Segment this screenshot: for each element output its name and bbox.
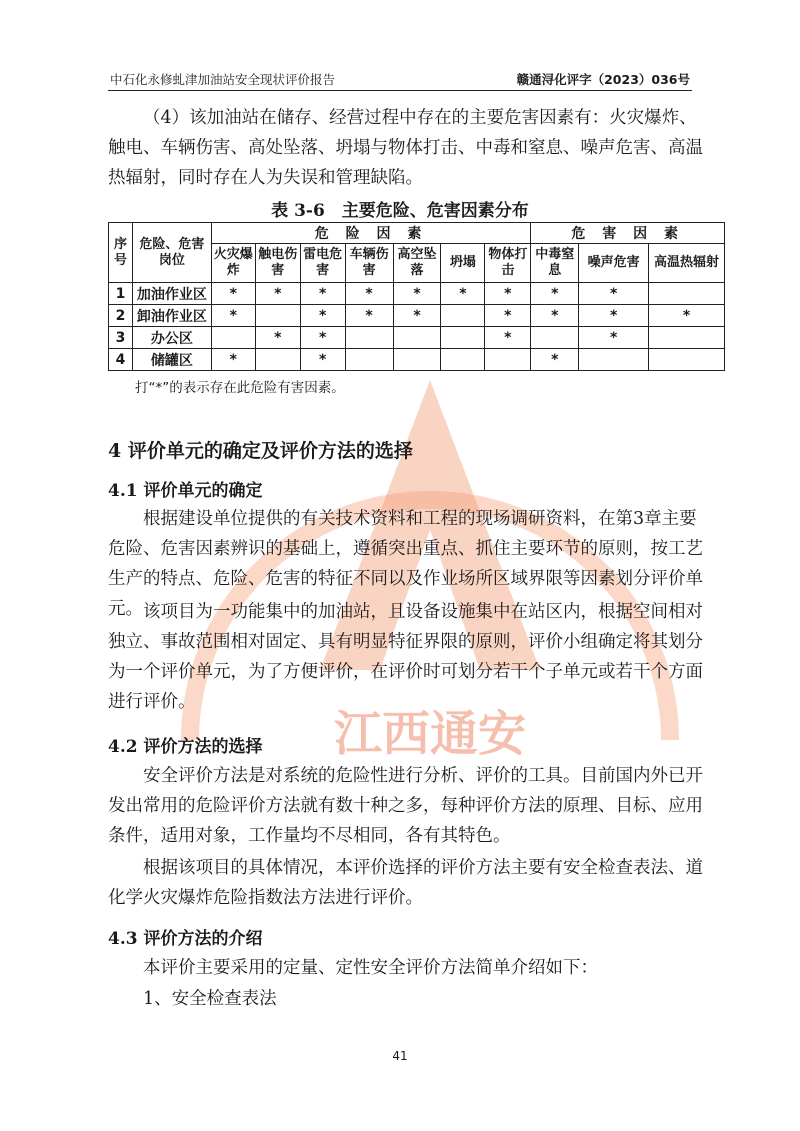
mark-cell: * bbox=[211, 283, 255, 305]
table-row bbox=[109, 349, 725, 371]
page-header bbox=[108, 66, 692, 88]
mark-cell: * bbox=[579, 327, 649, 349]
mark-cell bbox=[649, 349, 725, 371]
mark-cell bbox=[345, 327, 393, 349]
mark-cell: * bbox=[393, 283, 441, 305]
row-post: 卸油作业区 bbox=[132, 305, 211, 327]
mark-cell: * bbox=[485, 305, 531, 327]
section-4-2-paragraph-2: 根据该项目的具体情况，本评价选择的评价方法主要有安全检查表法、道化学火灾爆炸危险指数法方法进行评价。 bbox=[108, 858, 703, 908]
col-header-factor: 高空坠落 bbox=[393, 244, 441, 283]
mark-cell: * bbox=[211, 305, 255, 327]
mark-cell bbox=[211, 327, 255, 349]
section-4-1-heading: 4.1 评价单元的确定 bbox=[108, 481, 263, 501]
col-header-factor: 触电伤害 bbox=[255, 244, 300, 283]
section-4-2-heading: 4.2 评价方法的选择 bbox=[108, 737, 263, 757]
intro-paragraph: （4）该加油站在储存、经营过程中存在的主要危害因素有：火灾爆炸、触电、车辆伤害、高处坠落、坍塌与物体打击、中毒和窒息、噪声危害、高温热辐射，同时存在人为失误和管理缺陷。 bbox=[108, 108, 703, 188]
mark-cell: * bbox=[300, 349, 345, 371]
col-header-factor: 物体打击 bbox=[485, 244, 531, 283]
mark-cell bbox=[531, 327, 579, 349]
section-4-2-paragraph-1: 安全评价方法是对系统的危险性进行分析、评价的工具。目前国内外已开发出常用的危险评价方法就有数十种之多，每种评价方法的原理、目标、应用条件，适用对象，工作量均不尽相同，各有其特色。 bbox=[108, 766, 703, 846]
mark-cell bbox=[649, 327, 725, 349]
section-4-3-paragraph-2: 1、安全检查表法 bbox=[143, 989, 277, 1009]
mark-cell: * bbox=[393, 305, 441, 327]
mark-cell: * bbox=[211, 349, 255, 371]
col-header-post: 危险、危害岗位 bbox=[132, 223, 211, 283]
header-report-title: 中石化永修虬津加油站安全现状评价报告 bbox=[110, 72, 336, 87]
mark-cell bbox=[649, 283, 725, 305]
section-4-1-paragraph-1: 根据建设单位提供的有关技术资料和工程的现场调研资料，在第3章主要危险、危害因素辨识的基础上，遵循突出重点、抓住主要环节的原则，按工艺生产的特点、危险、危害的特征不同以及作业场所区域界限等因素划分评价单元。 bbox=[108, 509, 703, 619]
col-header-factor: 雷电危害 bbox=[300, 244, 345, 283]
col-header-factor: 坍塌 bbox=[441, 244, 485, 283]
section-4-3-heading: 4.3 评价方法的介绍 bbox=[108, 929, 263, 949]
mark-cell: * bbox=[255, 327, 300, 349]
col-header-factor: 中毒窒息 bbox=[531, 244, 579, 283]
mark-cell: * bbox=[649, 305, 725, 327]
mark-cell bbox=[579, 349, 649, 371]
col-header-factor: 噪声危害 bbox=[579, 244, 649, 283]
col-header-factor: 火灾爆炸 bbox=[211, 244, 255, 283]
watermark-text: 江西通安 bbox=[333, 706, 527, 760]
table-row bbox=[109, 283, 725, 305]
col-header-seq: 序号 bbox=[109, 223, 133, 283]
row-no: 2 bbox=[109, 305, 133, 327]
mark-cell: * bbox=[300, 283, 345, 305]
mark-cell: * bbox=[441, 283, 485, 305]
page-number: 41 bbox=[392, 1049, 408, 1063]
table-note: 打“*”的表示存在此危险有害因素。 bbox=[135, 380, 345, 396]
mark-cell bbox=[441, 305, 485, 327]
row-post: 加油作业区 bbox=[132, 283, 211, 305]
mark-cell: * bbox=[300, 327, 345, 349]
mark-cell bbox=[255, 349, 300, 371]
table-title: 表 3-6 主要危险、危害因素分布 bbox=[271, 201, 529, 221]
group-header-harm: 危 害 因 素 bbox=[531, 223, 725, 244]
section-4-1-paragraph-2: 该项目为一功能集中的加油站，且设备设施集中在站区内，根据空间相对独立、事故范围相对固定、具有明显特征界限的原则，评价小组确定将其划分为一个评价单元，为了方便评价，在评价时可划分若干个子单元或若干个方面进行评价。 bbox=[108, 602, 703, 712]
mark-cell: * bbox=[345, 283, 393, 305]
mark-cell bbox=[345, 349, 393, 371]
mark-cell bbox=[485, 349, 531, 371]
mark-cell: * bbox=[531, 349, 579, 371]
row-post: 办公区 bbox=[132, 327, 211, 349]
mark-cell: * bbox=[345, 305, 393, 327]
mark-cell: * bbox=[579, 305, 649, 327]
mark-cell bbox=[393, 349, 441, 371]
table-row bbox=[109, 305, 725, 327]
hazard-distribution-table bbox=[108, 222, 725, 371]
mark-cell bbox=[441, 349, 485, 371]
mark-cell: * bbox=[485, 283, 531, 305]
mark-cell bbox=[393, 327, 441, 349]
mark-cell: * bbox=[579, 283, 649, 305]
mark-cell: * bbox=[255, 283, 300, 305]
mark-cell: * bbox=[531, 283, 579, 305]
mark-cell: * bbox=[531, 305, 579, 327]
header-rule bbox=[108, 90, 692, 91]
mark-cell: * bbox=[300, 305, 345, 327]
row-no: 4 bbox=[109, 349, 133, 371]
table-row bbox=[109, 327, 725, 349]
section-4-heading: 4 评价单元的确定及评价方法的选择 bbox=[108, 440, 413, 462]
mark-cell: * bbox=[485, 327, 531, 349]
col-header-factor: 车辆伤害 bbox=[345, 244, 393, 283]
row-no: 1 bbox=[109, 283, 133, 305]
mark-cell bbox=[441, 327, 485, 349]
section-4-3-paragraph-1: 本评价主要采用的定量、定性安全评价方法简单介绍如下： bbox=[143, 958, 598, 978]
header-doc-number: 赣通浔化评字（2023）036号 bbox=[516, 72, 690, 87]
row-no: 3 bbox=[109, 327, 133, 349]
mark-cell bbox=[255, 305, 300, 327]
group-header-danger: 危 险 因 素 bbox=[211, 223, 530, 244]
row-post: 储罐区 bbox=[132, 349, 211, 371]
col-header-factor: 高温热辐射 bbox=[649, 244, 725, 283]
